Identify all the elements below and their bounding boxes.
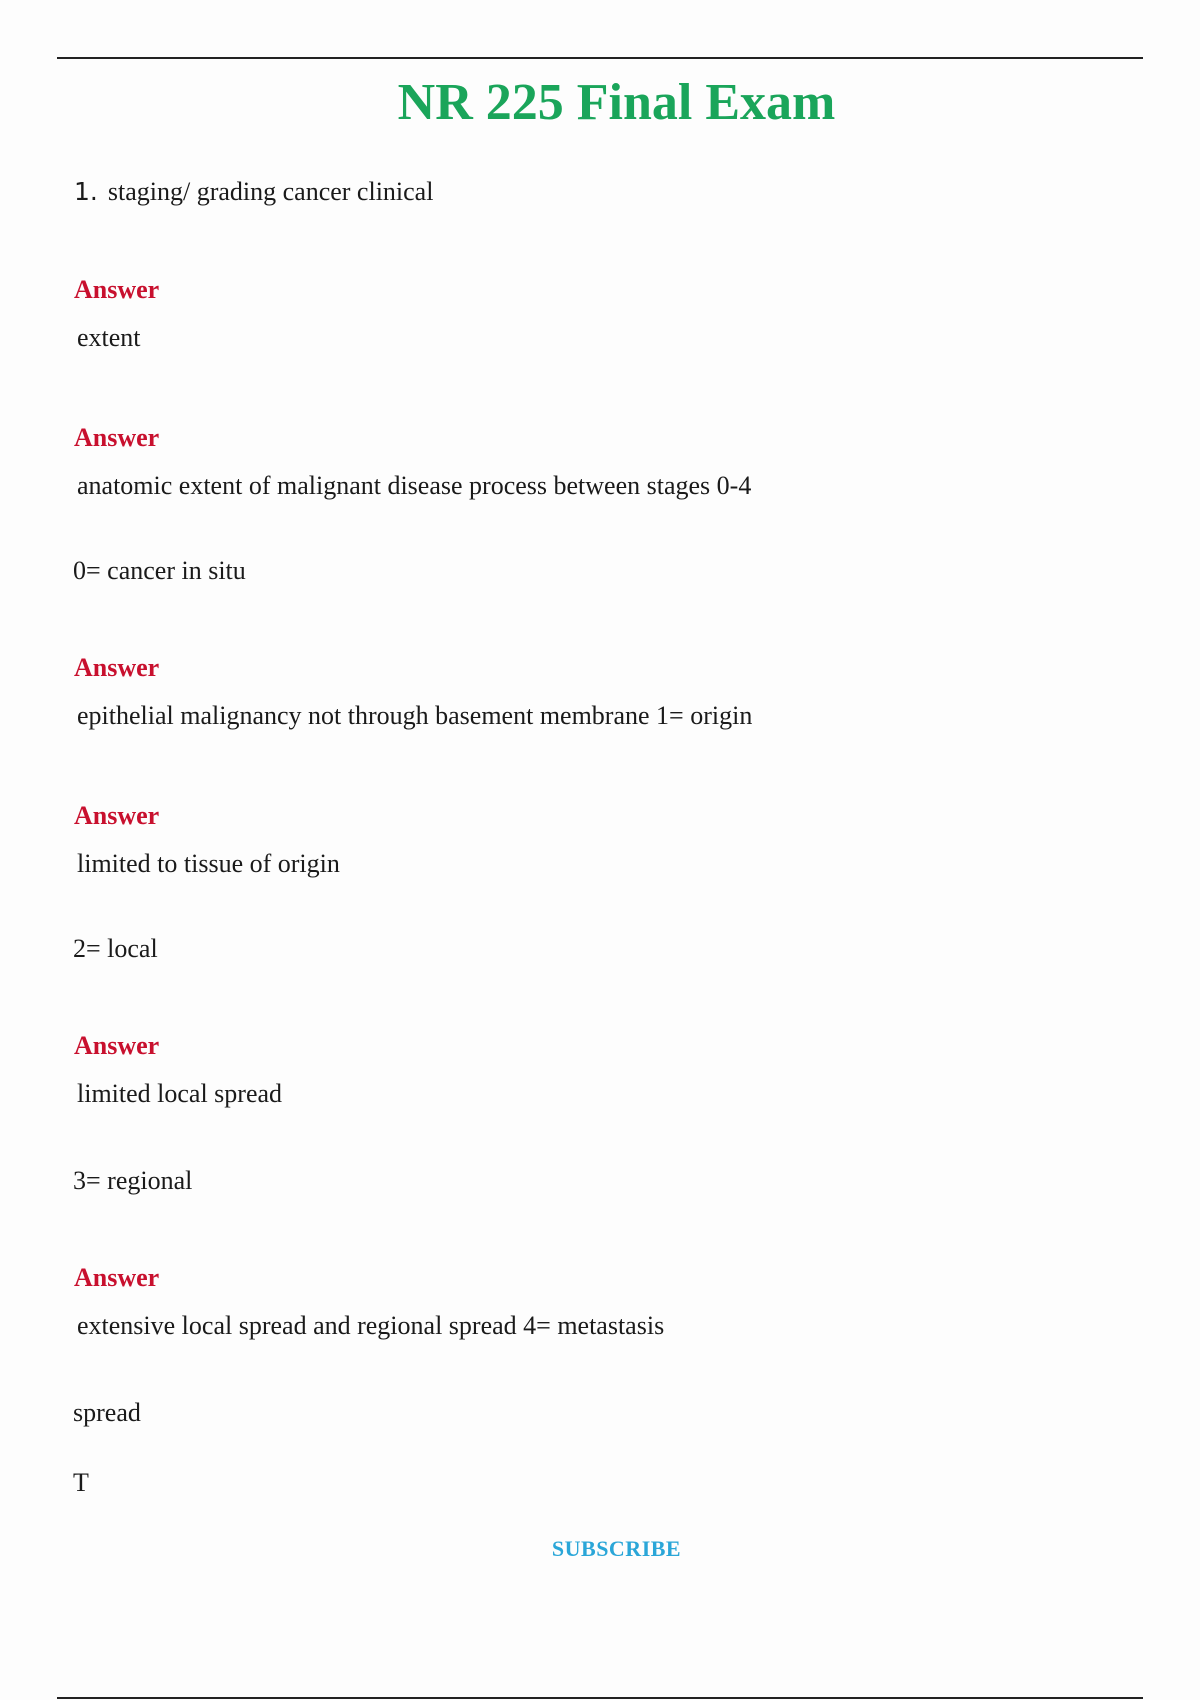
- question-number: 1.: [74, 177, 98, 206]
- answer-text: extensive local spread and regional spread 4= metastasis: [77, 1311, 665, 1340]
- answer-text: limited to tissue of origin: [77, 849, 340, 878]
- stage-line: spread: [73, 1398, 141, 1427]
- answer-label: Answer: [74, 1263, 160, 1292]
- answer-label: Answer: [74, 275, 160, 304]
- stage-line: 3= regional: [73, 1166, 193, 1195]
- question-1: [74, 176, 433, 208]
- stage-line: 2= local: [73, 934, 158, 963]
- answer-text: anatomic extent of malignant disease process between stages 0-4: [77, 471, 752, 500]
- answer-label: Answer: [74, 653, 160, 682]
- answer-text: limited local spread: [77, 1079, 283, 1108]
- question-text: staging/ grading cancer clinical: [107, 177, 434, 206]
- subscribe-link[interactable]: SUBSCRIBE: [551, 1536, 682, 1561]
- bottom-rule: [57, 1697, 1143, 1699]
- answer-label: Answer: [74, 801, 160, 830]
- answer-text: epithelial malignancy not through basement membrane 1= origin: [77, 701, 753, 730]
- top-rule: [57, 57, 1143, 59]
- answer-text: extent: [77, 323, 141, 352]
- answer-label: Answer: [74, 1031, 160, 1060]
- page-title: NR 225 Final Exam: [397, 74, 836, 131]
- stage-line: T: [73, 1468, 89, 1497]
- stage-line: 0= cancer in situ: [73, 556, 246, 585]
- answer-label: Answer: [74, 423, 160, 452]
